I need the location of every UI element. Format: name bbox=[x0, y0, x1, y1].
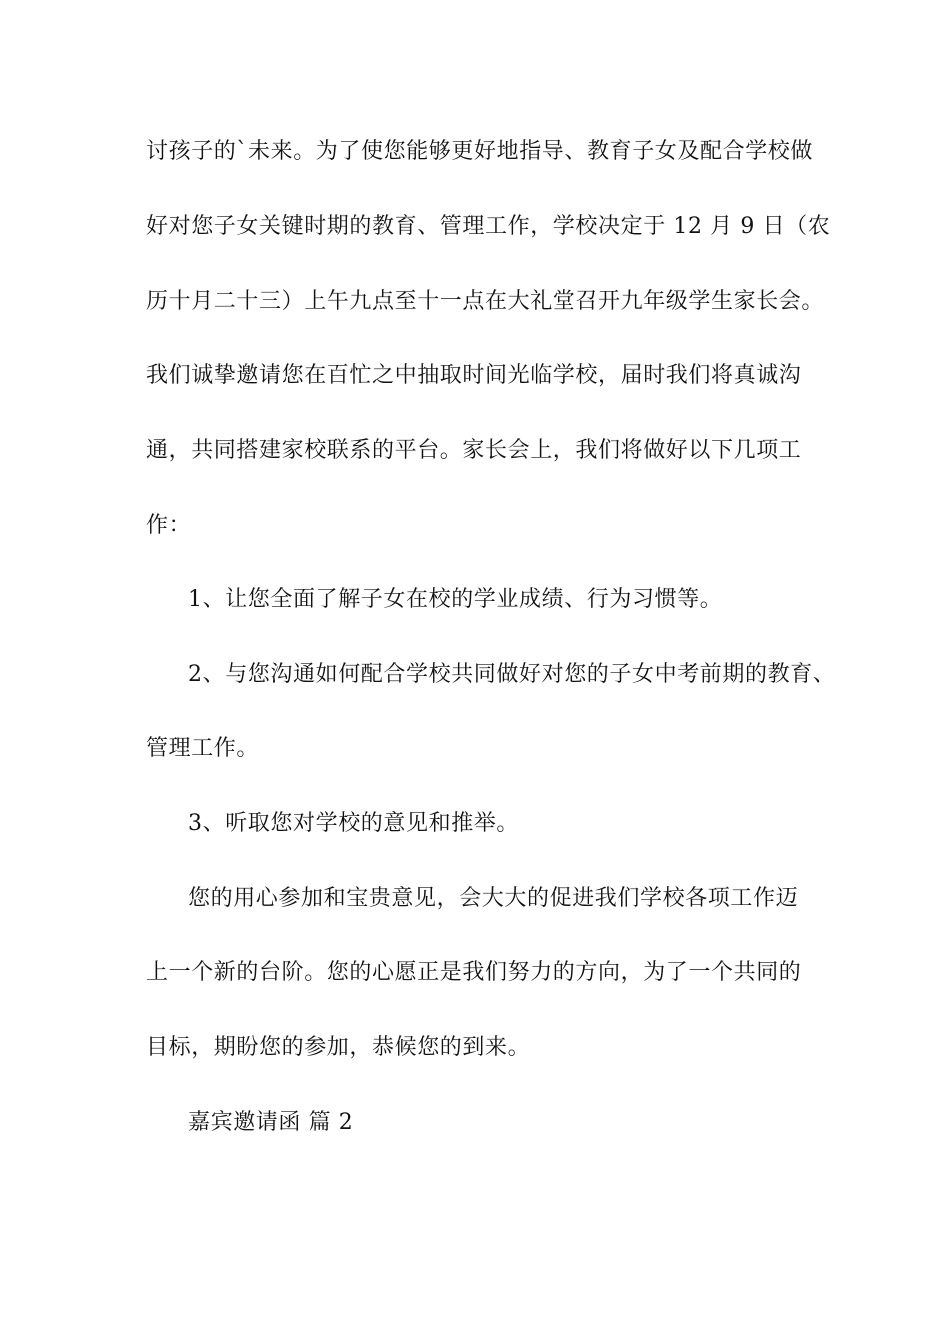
body-text-line: 讨孩子的`未来。为了使您能够更好地指导、教育子女及配合学校做 bbox=[146, 139, 814, 164]
closing-paragraph-line: 目标，期盼您的参加，恭候您的到来。 bbox=[146, 1035, 531, 1060]
list-item-1: 1、让您全面了解子女在校的学业成绩、行为习惯等。 bbox=[188, 587, 723, 612]
list-item-3: 3、听取您对学校的意见和推举。 bbox=[188, 811, 519, 836]
body-text-line: 好对您子女关键时期的教育、管理工作，学校决定于 12 月 9 日（农 bbox=[146, 214, 831, 239]
body-text-line: 我们诚挚邀请您在百忙之中抽取时间光临学校，届时我们将真诚沟 bbox=[146, 363, 802, 388]
body-text-line: 通，共同搭建家校联系的平台。家长会上，我们将做好以下几项工 bbox=[146, 438, 802, 463]
body-text-line: 作： bbox=[146, 513, 192, 538]
closing-paragraph-line: 上一个新的台阶。您的心愿正是我们努力的方向，为了一个共同的 bbox=[146, 960, 802, 985]
list-item-2-continuation: 管理工作。 bbox=[146, 736, 260, 761]
body-text-line: 历十月二十三）上午九点至十一点在大礼堂召开九年级学生家长会。 bbox=[146, 289, 825, 314]
closing-paragraph-line: 您的用心参加和宝贵意见，会大大的促进我们学校各项工作迈 bbox=[188, 886, 799, 911]
section-heading: 嘉宾邀请函 篇 2 bbox=[188, 1110, 354, 1135]
list-item-2: 2、与您沟通如何配合学校共同做好对您的子女中考前期的教育、 bbox=[188, 662, 836, 687]
